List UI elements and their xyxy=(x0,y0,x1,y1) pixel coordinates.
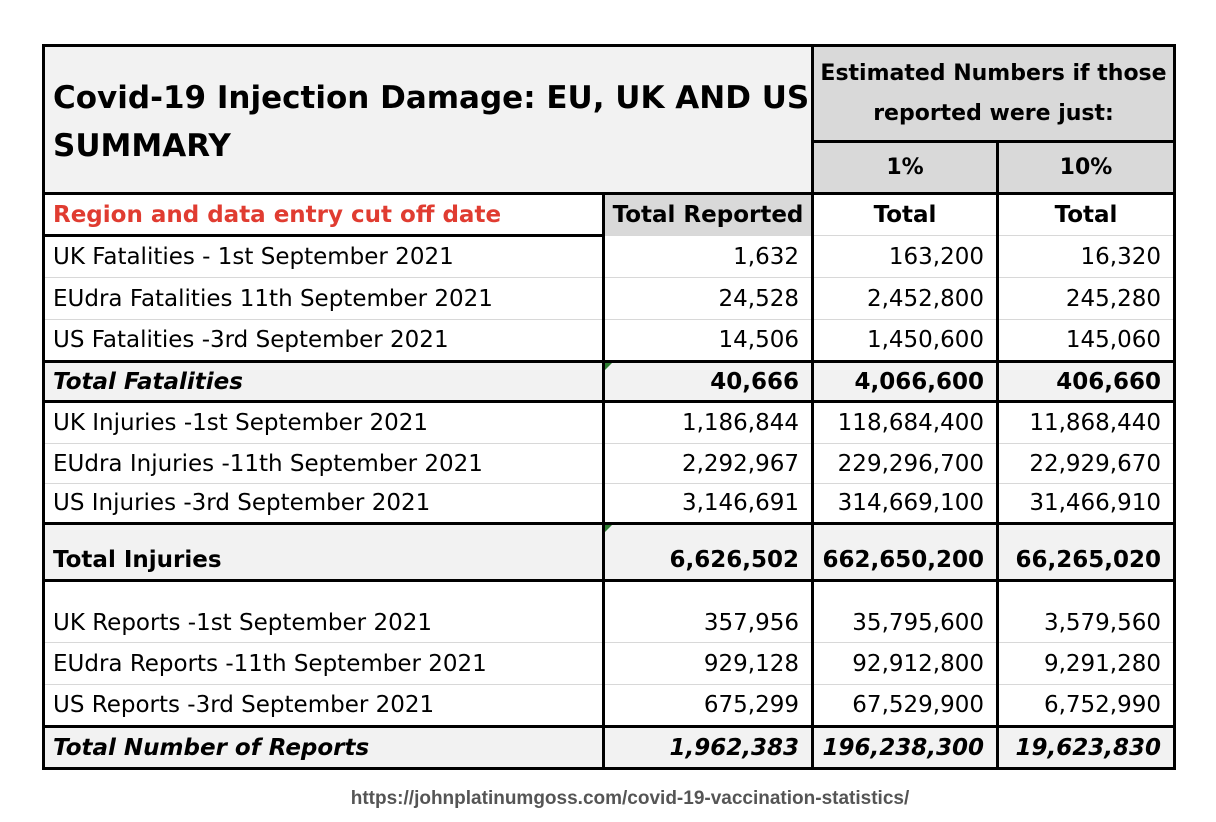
table-row xyxy=(44,484,1175,524)
table-row xyxy=(44,581,1175,643)
total-10pct: 406,660 xyxy=(998,362,1175,402)
table-row xyxy=(44,278,1175,320)
row-10pct: 22,929,670 xyxy=(998,444,1175,484)
row-label: US Injuries -3rd September 2021 xyxy=(44,484,604,524)
row-1pct: 118,684,400 xyxy=(813,402,998,444)
col-reported-header: Total Reported xyxy=(604,194,813,236)
total-reported: 6,626,502 xyxy=(604,524,813,581)
total-10pct: 66,265,020 xyxy=(998,524,1175,581)
row-1pct: 229,296,700 xyxy=(813,444,998,484)
pct-10-header: 10% xyxy=(998,142,1175,194)
row-1pct: 1,450,600 xyxy=(813,320,998,362)
summary-table xyxy=(42,44,1176,770)
total-reported: 40,666 xyxy=(604,362,813,402)
row-1pct: 67,529,900 xyxy=(813,685,998,727)
total-label: Total Number of Reports xyxy=(44,727,604,769)
table-row xyxy=(44,236,1175,278)
total-1pct: 4,066,600 xyxy=(813,362,998,402)
row-label: EUdra Reports -11th September 2021 xyxy=(44,643,604,685)
col-region-header: Region and data entry cut off date xyxy=(44,194,604,236)
total-10pct: 19,623,830 xyxy=(998,727,1175,769)
row-10pct: 145,060 xyxy=(998,320,1175,362)
row-10pct: 9,291,280 xyxy=(998,643,1175,685)
row-1pct: 35,795,600 xyxy=(813,581,998,643)
row-1pct: 2,452,800 xyxy=(813,278,998,320)
pct-1-header: 1% xyxy=(813,142,998,194)
total-label: Total Injuries xyxy=(44,524,604,581)
row-reported: 929,128 xyxy=(604,643,813,685)
row-10pct: 16,320 xyxy=(998,236,1175,278)
table-row xyxy=(44,643,1175,685)
col-total-1-header: Total xyxy=(813,194,998,236)
table-row xyxy=(44,685,1175,727)
row-reported: 357,956 xyxy=(604,581,813,643)
row-label: US Reports -3rd September 2021 xyxy=(44,685,604,727)
estimate-header: Estimated Numbers if those reported were just: xyxy=(813,46,1175,142)
table-row xyxy=(44,320,1175,362)
total-row xyxy=(44,362,1175,402)
total-label: Total Fatalities xyxy=(44,362,604,402)
total-1pct: 662,650,200 xyxy=(813,524,998,581)
source-url: https://johnplatinumgoss.com/covid-19-vaccination-statistics/ xyxy=(350,788,910,809)
row-label: EUdra Injuries -11th September 2021 xyxy=(44,444,604,484)
row-label: UK Injuries -1st September 2021 xyxy=(44,402,604,444)
row-reported: 1,186,844 xyxy=(604,402,813,444)
table-row xyxy=(44,402,1175,444)
row-label: EUdra Fatalities 11th September 2021 xyxy=(44,278,604,320)
row-label: US Fatalities -3rd September 2021 xyxy=(44,320,604,362)
row-10pct: 6,752,990 xyxy=(998,685,1175,727)
title-line-2: SUMMARY xyxy=(53,127,231,164)
total-row xyxy=(44,727,1175,769)
table-row xyxy=(44,444,1175,484)
row-1pct: 314,669,100 xyxy=(813,484,998,524)
row-label: UK Reports -1st September 2021 xyxy=(44,581,604,643)
row-reported: 14,506 xyxy=(604,320,813,362)
row-10pct: 31,466,910 xyxy=(998,484,1175,524)
row-reported: 1,632 xyxy=(604,236,813,278)
total-reported: 1,962,383 xyxy=(604,727,813,769)
total-row xyxy=(44,524,1175,581)
row-reported: 675,299 xyxy=(604,685,813,727)
total-1pct: 196,238,300 xyxy=(813,727,998,769)
row-10pct: 3,579,560 xyxy=(998,581,1175,643)
row-1pct: 163,200 xyxy=(813,236,998,278)
row-label: UK Fatalities - 1st September 2021 xyxy=(44,236,604,278)
table-title xyxy=(44,46,813,194)
row-10pct: 245,280 xyxy=(998,278,1175,320)
title-line-1: Covid-19 Injection Damage: EU, UK AND US xyxy=(53,79,810,116)
col-total-10-header: Total xyxy=(998,194,1175,236)
row-10pct: 11,868,440 xyxy=(998,402,1175,444)
row-reported: 2,292,967 xyxy=(604,444,813,484)
row-reported: 3,146,691 xyxy=(604,484,813,524)
row-1pct: 92,912,800 xyxy=(813,643,998,685)
row-reported: 24,528 xyxy=(604,278,813,320)
